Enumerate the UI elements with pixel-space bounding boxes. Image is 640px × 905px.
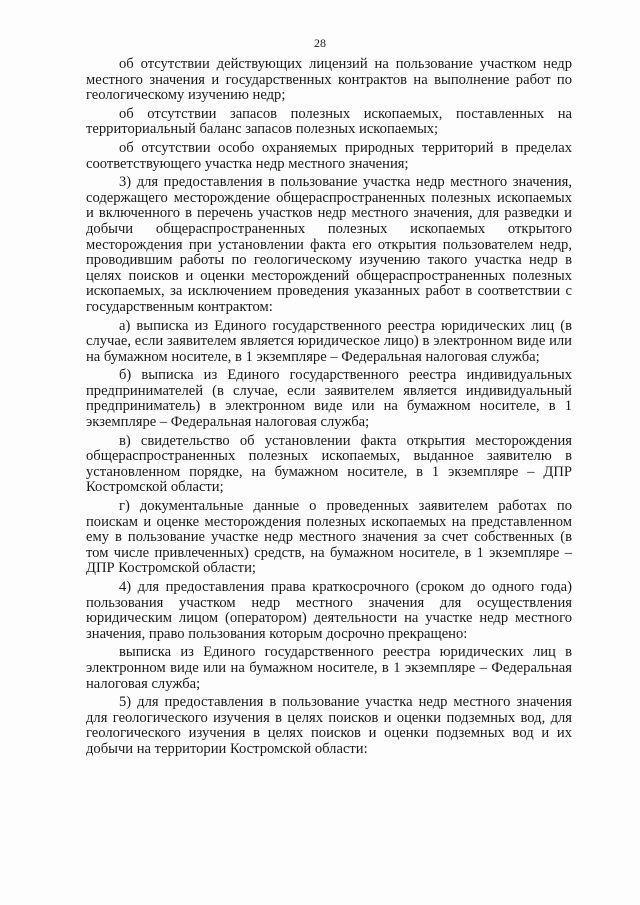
paragraph-3: об отсутствии особо охраняемых природных территорий в пределах соответствующего участка недр местного значения; xyxy=(86,139,572,172)
paragraph-6: б) выписка из Единого государственного реестра индивидуальных предпринимателей (в случае, если заявителем является индивидуальный предприниматель) в электронном виде или на бумажном носителе, в 1 экземпляре – Федеральная налоговая служба; xyxy=(86,367,572,431)
paragraph-1: об отсутствии действующих лицензий на пользование участком недр местного значения и государственных контрактов на выполнение работ по геологическому изучению недр; xyxy=(86,56,572,104)
paragraph-2: об отсутствии запасов полезных ископаемых, поставленных на территориальный баланс запасов полезных ископаемых; xyxy=(86,105,572,138)
paragraph-10: выписка из Единого государственного реестра юридических лиц в электронном виде или на бумажном носителе, в 1 экземпляре – Федеральная налоговая служба; xyxy=(86,644,572,692)
document-body xyxy=(86,57,572,761)
paragraph-11: 5) для предоставления в пользование участка недр местного значения для геологического изучения в целях поисков и оценки подземных вод, для геологического изучения в целях поисков и оценки подземных вод и их добычи на территории Костромской области: xyxy=(86,694,572,757)
paragraph-5: а) выписка из Единого государственного реестра юридических лиц (в случае, если заявителем является юридическое лицо) в электронном виде или на бумажном носителе, в 1 экземпляре – Федеральная налоговая служба; xyxy=(86,317,572,365)
paragraph-9: 4) для предоставления права краткосрочного (сроком до одного года) пользования участком недр местного значения для осуществления юридическим лицом (оператором) деятельности на участке недр местного значения, право пользования которым досрочно прекращено: xyxy=(86,579,572,642)
paragraph-8: г) документальные данные о проведенных заявителем работах по поискам и оценке месторождения полезных ископаемых на представленном ему в пользование участке недр местного значения за счет собственных (в том числе привлеченных) средств, на бумажном носителе, в 1 экземпляре – ДПР Костромской области; xyxy=(86,498,572,577)
paragraph-7: в) свидетельство об установлении факта открытия месторождения общераспространенных полезных ископаемых, выданное заявителю в установленном порядке, на бумажном носителе, в 1 экземпляре – ДПР Костромской области; xyxy=(86,432,572,496)
paragraph-4: 3) для предоставления в пользование участка недр местного значения, содержащего месторождение общераспространенных полезных ископаемых и включенного в перечень участков недр местного значения, для разведки и добычи общераспространенных полезных ископаемых открытого месторождения при установлении факта его открытия пользователем недр, проводившим работы по геологическому изучению такого участка недр в целях поисков и оценки месторождений общераспространенных полезных ископаемых, за исключением проведения указанных работ в соответствии с государственным контрактом: xyxy=(86,174,572,315)
page-number: 28 xyxy=(314,36,326,50)
